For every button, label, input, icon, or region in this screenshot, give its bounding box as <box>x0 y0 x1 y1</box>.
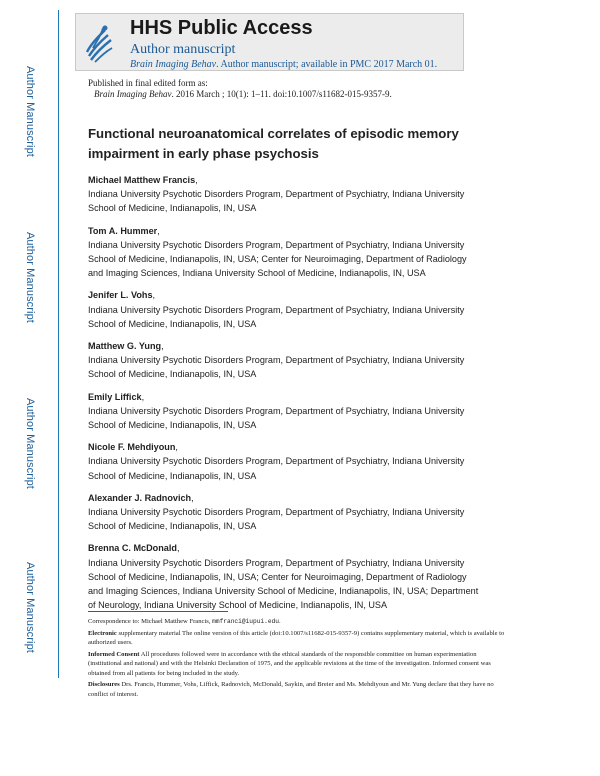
author-name: Brenna C. McDonald, <box>88 543 180 554</box>
margin-rule <box>58 10 59 678</box>
header-journal-line <box>130 59 437 70</box>
author-name: Emily Liffick, <box>88 391 145 402</box>
title-line: impairment in early phase psychosis <box>88 146 319 161</box>
author-affiliation: School of Medicine, Indianapolis, IN, USA <box>88 203 257 214</box>
title-line: Functional neuroanatomical correlates of episodic memory <box>88 126 459 141</box>
author-entry <box>88 224 528 281</box>
author-affiliation: School of Medicine, Indianapolis, IN, USA <box>88 470 257 481</box>
author-affiliation: Indiana University Psychotic Disorders Program, Department of Psychiatry, Indiana University <box>88 507 465 518</box>
supplementary-note: Electronic supplementary material The online version of this article (doi:10.1007/s11682-015-9357-9) contains supplementary material, which is available to authorized users. <box>88 629 505 646</box>
author-name: Nicole F. Mehdiyoun, <box>88 442 178 453</box>
author-affiliation: Indiana University Psychotic Disorders Program, Department of Psychiatry, Indiana University <box>88 405 465 416</box>
author-name: Michael Matthew Francis, <box>88 175 198 185</box>
author-affiliation: Indiana University Psychotic Disorders Program, Department of Psychiatry, Indiana University <box>88 304 465 315</box>
author-entry <box>88 440 528 483</box>
correspondence-note: Correspondence to: Michael Matthew Francis, mmfranci@iupui.edu. <box>88 618 281 625</box>
side-label: Author Manuscript <box>24 66 36 157</box>
disclosures-note: Disclosures Drs. Francis, Hummer, Vohs, Liffick, Radnovich, McDonald, Saykin, and Breier and Ms. Mehdiyoun and Mr. Yung declare that they have no conflict of interest. <box>88 681 494 698</box>
author-affiliation: Indiana University Psychotic Disorders Program, Department of Psychiatry, Indiana University <box>88 239 465 250</box>
author-affiliation: and Imaging Sciences, Indiana University School of Medicine, Indianapolis, IN, USA; Department <box>88 586 479 597</box>
author-affiliation: School of Medicine, Indianapolis, IN, USA <box>88 318 257 329</box>
hhs-eagle-logo-icon <box>81 18 117 66</box>
header-journal-name: Brain Imaging Behav <box>130 59 217 70</box>
author-affiliation: School of Medicine, Indianapolis, IN, USA <box>88 521 257 532</box>
author-affiliation: School of Medicine, Indianapolis, IN, USA; Center for Neuroimaging, Department of Radiology <box>88 254 467 265</box>
header-title: HHS Public Access <box>130 17 313 39</box>
article-title <box>88 124 528 164</box>
author-entry <box>88 339 528 382</box>
author-name: Matthew G. Yung, <box>88 341 164 352</box>
author-affiliation: Indiana University Psychotic Disorders Program, Department of Psychiatry, Indiana University <box>88 456 465 467</box>
published-label: Published in final edited form as: <box>88 78 208 88</box>
footnotes <box>88 617 508 701</box>
author-affiliation: School of Medicine, Indianapolis, IN, USA; Center for Neuroimaging, Department of Radiology <box>88 571 467 582</box>
author-entry <box>88 541 528 612</box>
author-affiliation: Indiana University Psychotic Disorders Program, Department of Psychiatry, Indiana University <box>88 557 465 568</box>
author-entry <box>88 390 528 433</box>
author-entry <box>88 491 528 534</box>
author-name: Alexander J. Radnovich, <box>88 492 194 503</box>
author-name: Tom A. Hummer, <box>88 225 160 236</box>
side-label: Author Manuscript <box>24 232 36 323</box>
hhs-header <box>75 13 464 71</box>
citation-details: . 2016 March ; 10(1): 1–11. doi:10.1007/s11682-015-9357-9. <box>171 89 392 99</box>
side-label: Author Manuscript <box>24 398 36 489</box>
citation-line <box>94 89 392 99</box>
author-entry <box>88 173 528 216</box>
author-entry <box>88 288 528 331</box>
author-affiliation: School of Medicine, Indianapolis, IN, USA <box>88 420 257 431</box>
citation-journal: Brain Imaging Behav <box>94 89 172 99</box>
author-affiliation: and Imaging Sciences, Indiana University School of Medicine, Indianapolis, IN, USA <box>88 268 426 279</box>
header-subtitle: Author manuscript <box>130 42 236 57</box>
author-affiliation: School of Medicine, Indianapolis, IN, USA <box>88 369 257 380</box>
author-affiliation: Indiana University Psychotic Disorders Program, Department of Psychiatry, Indiana University <box>88 355 465 366</box>
author-affiliation: of Neurology, Indiana University School of Medicine, Indianapolis, IN, USA <box>88 600 388 611</box>
author-name: Jenifer L. Vohs, <box>88 290 156 301</box>
author-affiliation: Indiana University Psychotic Disorders Program, Department of Psychiatry, Indiana University <box>88 189 465 200</box>
author-list <box>88 173 528 620</box>
footnote-divider <box>88 611 228 612</box>
header-journal-availability: . Author manuscript; available in PMC 2017 March 01. <box>216 59 438 70</box>
consent-note: Informed Consent All procedures followed were in accordance with the ethical standards of the responsible committee on human experimentation (institutional and national) and with the Helsinki Declaration of 1975, and the applicable revisions at the time of the investigation. Informed consent was obtained from all patients for being included in the study. <box>88 650 491 677</box>
side-label: Author Manuscript <box>24 562 36 653</box>
correspondence-email[interactable]: mmfranci@iupui.edu <box>212 618 279 625</box>
